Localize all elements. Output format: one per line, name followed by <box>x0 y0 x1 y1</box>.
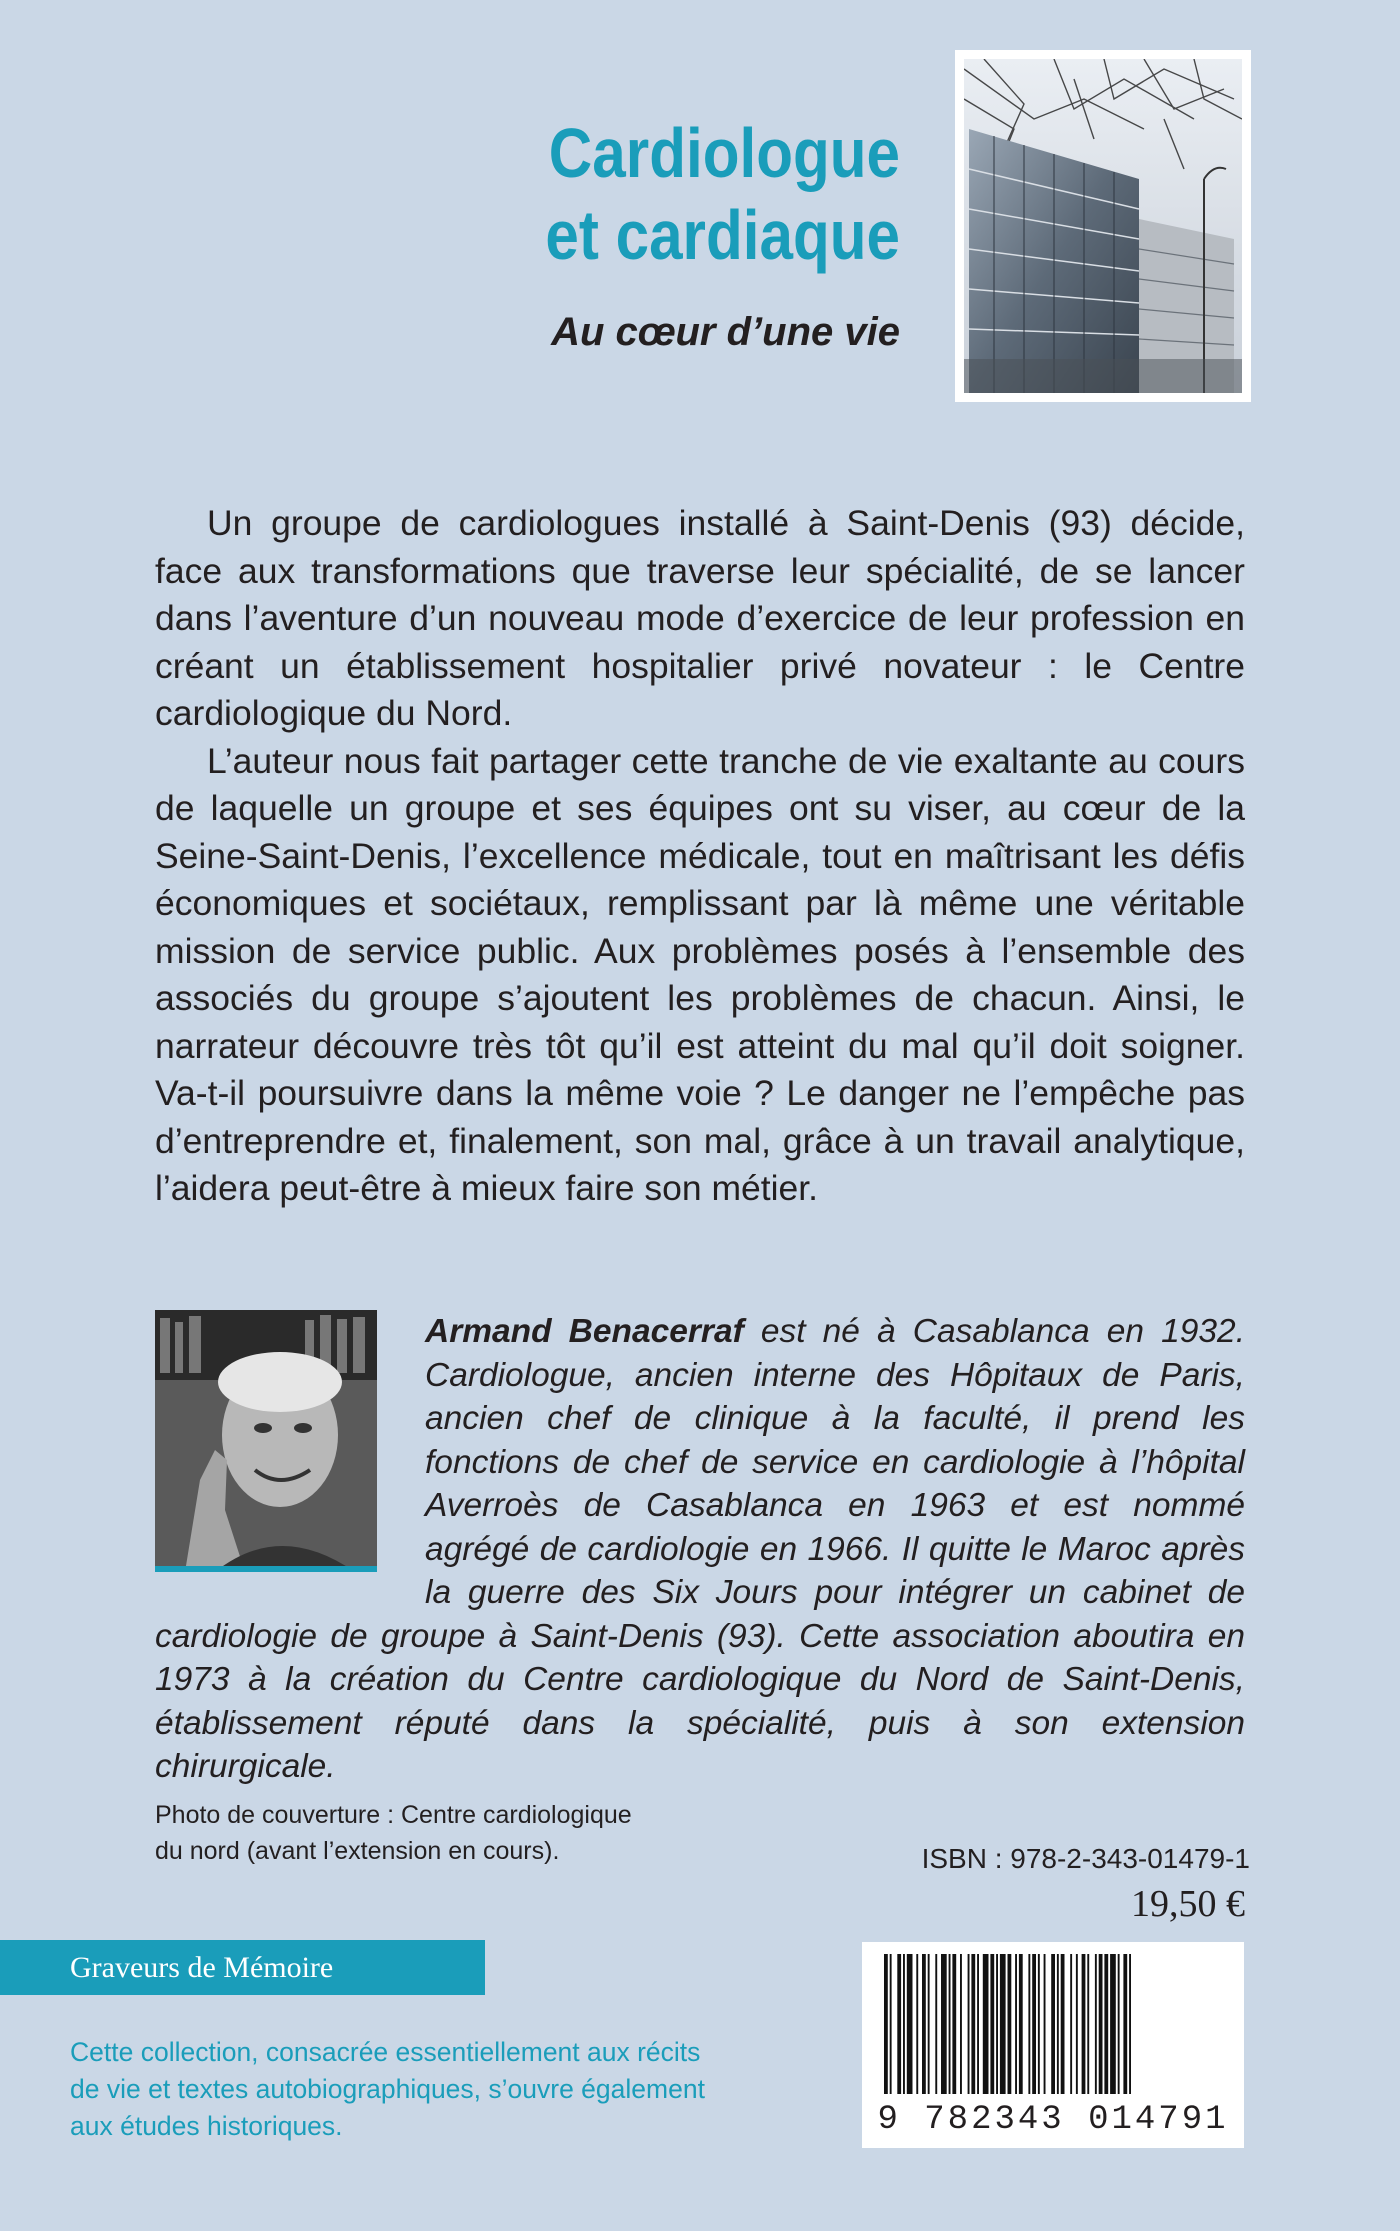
barcode-bar <box>1082 1954 1086 2094</box>
barcode-bar <box>983 1954 989 2094</box>
book-title-line-2: et cardiaque <box>545 196 900 274</box>
barcode-bar <box>1070 1954 1072 2094</box>
author-photo-spacer <box>155 1310 425 1582</box>
barcode-bars <box>862 1942 1244 2102</box>
collection-description-line-1: Cette collection, consacrée essentiellement aux récits <box>70 2037 701 2067</box>
barcode-bar <box>1051 1954 1055 2094</box>
author-photo <box>155 1310 377 1572</box>
isbn: ISBN : 978-2-343-01479-1 <box>921 1843 1250 1874</box>
summary-paragraph-2: L’auteur nous fait partager cette tranche de vie exaltante au cours de laquelle un groupe et ses équipes ont su viser, au cœur de la Seine-Saint-Denis, l’excellence médicale, tout en maîtrisant les défis économiques et sociétaux, remplissant par là même une véritable mission de service public. Aux problèmes posés à l’ensemble des associés du groupe s’ajoutent les problèmes de chacun. Ainsi, le narrateur découvre très tôt qu’il est atteint du mal qu’il doit soigner. Va-t-il poursuivre dans la même voie ? Le danger ne l’empêche pas d’entreprendre et, finalement, son mal, grâce à un travail analytique, l’aidera peut-être à mieux faire son métier. <box>155 740 1245 1208</box>
barcode-digits: 9 782343 014791 <box>877 2101 1229 2139</box>
barcode-bar <box>1008 1954 1012 2094</box>
barcode-bar <box>990 1954 994 2094</box>
barcode-bar <box>1038 1954 1040 2094</box>
building-illustration <box>964 59 1242 393</box>
photo-credit-line-1: Photo de couverture : Centre cardiologique <box>155 1801 632 1829</box>
barcode-bar <box>884 1954 888 2094</box>
book-title <box>384 112 900 276</box>
barcode-bar <box>928 1954 930 2094</box>
collection-description-line-3: aux études historiques. <box>70 2111 343 2141</box>
barcode-bar <box>1095 1954 1097 2094</box>
barcode-bar <box>949 1954 951 2094</box>
summary-paragraph-1: Un groupe de cardiologues installé à Saint-Denis (93) décide, face aux transformations que traverse leur spécialité, de se lancer dans l’aventure d’un nouveau mode d’exercice de leur profession en créant un établissement hospitalier privé novateur : le Centre cardiologique du Nord. <box>155 503 1245 733</box>
barcode-bar <box>1104 1954 1108 2094</box>
barcode-bar <box>1015 1954 1017 2094</box>
barcode-bar <box>916 1954 918 2094</box>
barcode-bar <box>941 1954 947 2094</box>
photo-credit <box>155 1797 715 1869</box>
barcode-bar <box>1129 1954 1131 2094</box>
barcode-bar <box>968 1954 970 2094</box>
cover-building-photo <box>955 50 1251 402</box>
barcode-bar <box>1118 1954 1120 2094</box>
barcode-bar <box>1099 1954 1103 2094</box>
barcode-bar <box>1123 1954 1127 2094</box>
barcode-bar <box>897 1954 901 2094</box>
author-biography <box>155 1310 1245 1789</box>
barcode-bar <box>952 1954 956 2094</box>
barcode-bar <box>971 1954 975 2094</box>
barcode-bar <box>922 1954 926 2094</box>
barcode-bar <box>903 1954 905 2094</box>
collection-description-line-2: de vie et textes autobiographiques, s’ouvre également <box>70 2074 705 2104</box>
barcode-bar <box>1028 1954 1030 2094</box>
barcode-bar <box>1061 1954 1065 2094</box>
photo-credit-line-2: du nord (avant l’extension en cours). <box>155 1837 560 1865</box>
book-title-line-1: Cardiologue <box>548 114 900 192</box>
back-cover-summary <box>155 500 1245 1213</box>
barcode-bar <box>996 1954 998 2094</box>
barcode-bar <box>1000 1954 1006 2094</box>
author-bio-text: est né à Casablanca en 1932. Cardiologue, ancien interne des Hôpitaux de Paris, ancien chef de clinique à la faculté, il prend les fonctions de chef de service en cardiologie à l’hôpital Averroès de Casablanca en 1963 et est nommé agrégé de cardiologie en 1966. Il quitte le Maroc après la guerre des Six Jours pour intégrer un cabinet de cardiologie de groupe à Saint-Denis (93). Cette association aboutira en 1973 à la création du Centre cardiologique du Nord de Saint-Denis, établissement réputé dans la spécialité, puis à son extension chirurgicale. <box>155 1313 1245 1785</box>
price: 19,50 € <box>1131 1883 1245 1925</box>
book-subtitle: Au cœur d’une vie <box>551 310 900 354</box>
barcode-bar <box>960 1954 962 2094</box>
barcode-bar <box>1057 1954 1059 2094</box>
barcode-bar <box>1044 1954 1046 2094</box>
barcode-bar <box>890 1954 892 2094</box>
barcode-bar <box>1032 1954 1036 2094</box>
barcode-bar <box>977 1954 979 2094</box>
barcode-bar <box>1110 1954 1116 2094</box>
barcode-bar <box>1076 1954 1078 2094</box>
barcode-bar <box>1019 1954 1023 2094</box>
barcode-bar <box>1087 1954 1089 2094</box>
collection-name-bar: Graveurs de Mémoire <box>0 1940 485 1995</box>
collection-description <box>70 2034 750 2145</box>
barcode-bar <box>907 1954 913 2094</box>
barcode-bar <box>935 1954 937 2094</box>
author-name: Armand Benacerraf <box>425 1313 744 1350</box>
